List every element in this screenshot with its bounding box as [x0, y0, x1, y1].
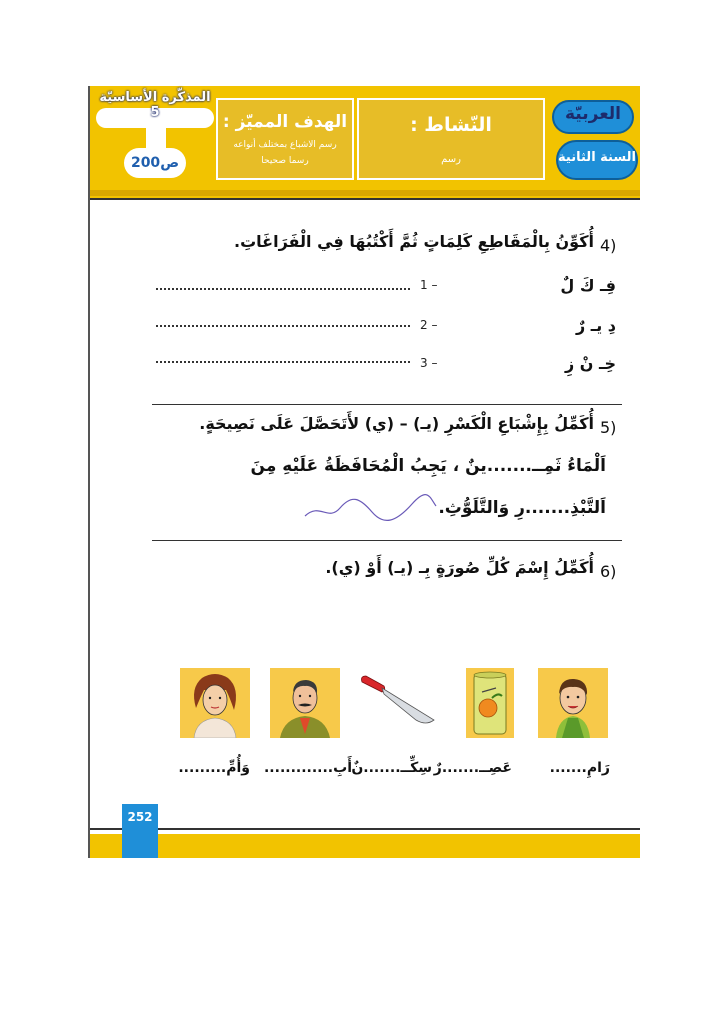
header-stripe	[90, 190, 640, 196]
caption-boy: رَامِ.......	[549, 760, 610, 776]
caption-knife: سِكِّــ.......نٌ	[351, 760, 432, 776]
caption-can: عَصِــ.......رٌ	[433, 760, 512, 776]
footer-divider	[90, 828, 640, 830]
header-divider	[90, 198, 640, 200]
memo-title: المذكّرة الأساسيّة 5	[99, 90, 211, 120]
ex4-answer-line-3[interactable]	[156, 361, 410, 363]
ex4-row-3-letters: خِـ نْ زِ	[564, 354, 616, 373]
exercise-4-instruction: أُكَوِّنُ بِالْمَقَاطِعِ كَلِمَاتٍ ثُمَّ أَكْتُبُهَا فِي الْفَرَاغَاتِ.	[234, 232, 594, 251]
mother-picture	[180, 668, 250, 738]
ex4-row-2-number: 2 –	[420, 318, 438, 332]
ex4-row-1-letters: فِـ كَ لٌ	[560, 276, 616, 295]
goal-title: الهدف المميّز :	[222, 112, 348, 132]
page-number: 252	[127, 810, 153, 824]
caption-father: أَبِ.............	[263, 760, 352, 776]
footer-band	[90, 834, 640, 858]
ex4-row-3-number: 3 –	[420, 356, 438, 370]
section-divider-1	[152, 404, 622, 405]
exercise-4-number: 4)	[600, 236, 617, 255]
goal-line-2: رسما صحيحا	[261, 156, 309, 166]
exercise-5-line-2: اَلتَّبْذِ.......رِ وَالتَّلَوُّثِ.	[438, 498, 606, 518]
goal-line-1: رسم الاشباع بمختلف أنواعه	[233, 140, 337, 150]
ex4-row-2-letters: دِ يـ رٌ	[575, 316, 616, 335]
ex4-answer-line-1[interactable]	[156, 288, 410, 290]
knife-picture	[356, 668, 438, 738]
ex4-row-1-number: 1 –	[420, 278, 438, 292]
section-divider-2	[152, 540, 622, 541]
activity-value: رسم	[441, 154, 461, 165]
boy-picture	[538, 668, 608, 738]
activity-box	[357, 98, 545, 180]
memo-stem	[146, 124, 166, 150]
goal-box	[216, 98, 354, 180]
exercise-6-instruction: أُكَمِّلُ إِسْمَ كُلِّ صُورَةٍ بِـ (يـ) أَوْ (ي).	[325, 558, 594, 577]
ex4-answer-line-2[interactable]	[156, 325, 410, 327]
picture-captions	[170, 760, 610, 784]
page-border	[88, 86, 90, 858]
pen-scribble	[300, 488, 440, 528]
father-picture	[270, 668, 340, 738]
exercise-6-number: 6)	[600, 562, 617, 581]
can-picture	[466, 668, 514, 738]
memo-badge: ص200	[124, 148, 186, 178]
caption-mother: وَأُمِّ.........	[178, 760, 250, 776]
exercise-5-instruction: أُكَمِّلُ بِإِشْبَاعِ الْكَسْرِ (يـ) – (ي) لأَتَحَصَّلَ عَلَى نَصِيحَةٍ.	[199, 414, 594, 433]
activity-title: النّشاط :	[410, 114, 492, 136]
year-label: السنة الثانية	[558, 150, 636, 165]
exercise-5-number: 5)	[600, 418, 617, 437]
subject-label: العربيّة	[564, 104, 621, 124]
exercise-5-line-1: اَلْمَاءُ ثَمِــ.......ينٌ ، يَجِبُ الْمُحَافَظَةُ عَلَيْهِ مِنَ	[250, 456, 606, 476]
